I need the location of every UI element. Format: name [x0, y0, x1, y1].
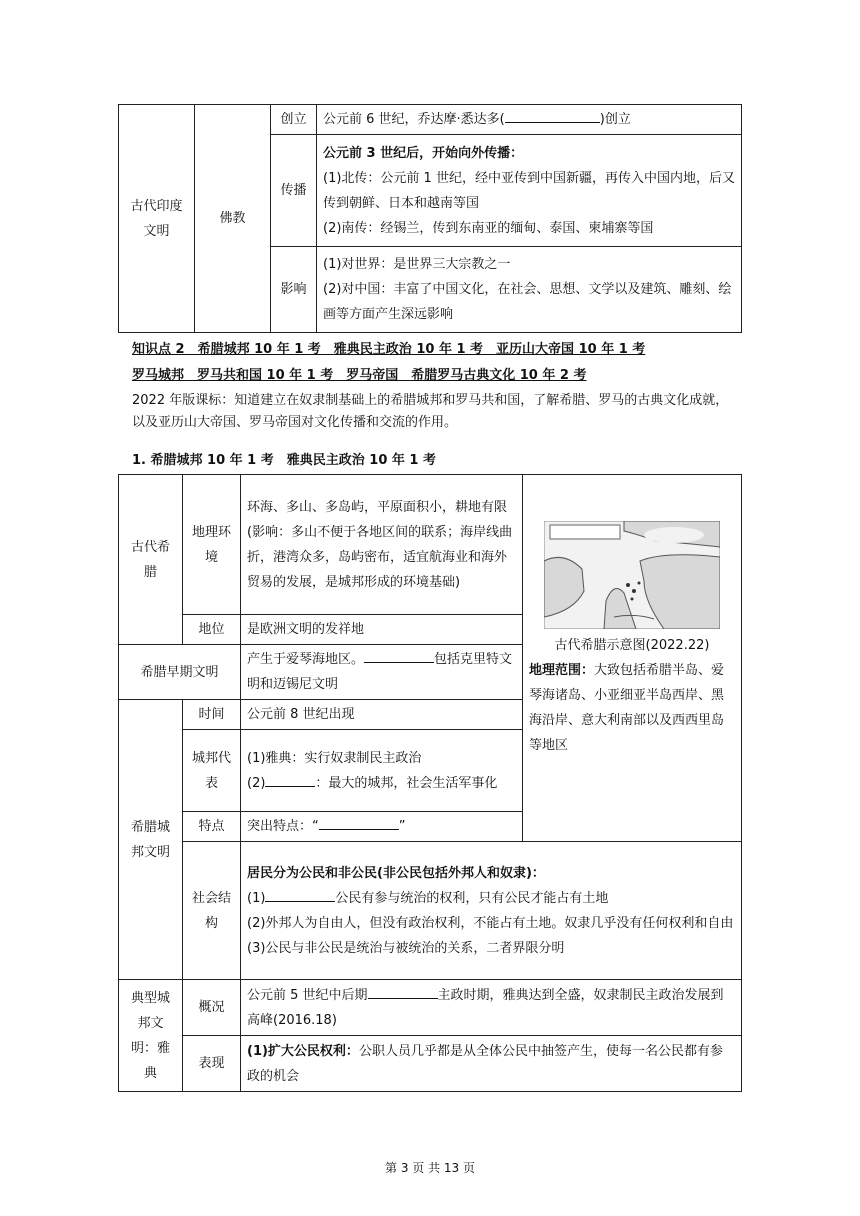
soc-label: 社会结构 — [183, 842, 241, 980]
page-footer: 第 3 页 共 13 页 — [385, 1161, 475, 1175]
typical-label: 典型城邦文明：雅典 — [119, 980, 183, 1092]
rep-label: 城邦代表 — [183, 730, 241, 812]
ancient-greece-cell: 古代希腊 — [119, 475, 183, 645]
fill-blank[interactable] — [364, 662, 434, 663]
spread-south: (2)南传：经锡兰，传到东南亚的缅甸、泰国、柬埔寨等国 — [323, 220, 654, 236]
time-text: 公元前 8 世纪出现 — [241, 700, 523, 730]
soc-heading: 居民分为公民和非公民(非公民包括外邦人和奴隶)： — [247, 865, 545, 881]
region-cell: 古代印度文明 — [119, 105, 195, 333]
ancient-greece-map-icon — [544, 521, 720, 629]
status-text: 是欧洲文明的发祥地 — [241, 615, 523, 645]
map-cell — [523, 475, 742, 842]
rep-text — [241, 730, 523, 812]
early-label: 希腊早期文明 — [119, 645, 241, 700]
perf-label: 表现 — [183, 1036, 241, 1092]
row-label: 创立 — [271, 105, 317, 135]
soc-foreigners: (2)外邦人为自由人，但没有政治权利，不能占有土地。奴隶几乎没有任何权利和自由 — [247, 915, 734, 931]
row-label: 影响 — [271, 247, 317, 333]
fill-blank[interactable] — [319, 829, 399, 830]
geo-text: 环海、多山、多岛屿，平原面积小，耕地有限(影响：多山不便于各地区间的联系；海岸线曲折，港湾众多，岛屿密布，适宜航海业和海外贸易的发展，是城邦形成的环境基础) — [241, 475, 523, 615]
row-text — [317, 247, 742, 333]
feat-text: 突出特点：“ ” — [241, 812, 523, 842]
impact-world: (1)对世界：是世界三大宗教之一 — [323, 257, 511, 272]
map-caption: 古代希腊示意图(2022.22) — [554, 638, 710, 653]
soc-text — [241, 842, 742, 980]
row-text — [317, 135, 742, 247]
feat-label: 特点 — [183, 812, 241, 842]
religion-cell: 佛教 — [195, 105, 271, 333]
impact-china: (2)对中国：丰富了中国文化，在社会、思想、文学以及建筑、雕刻、绘画等方面产生深远影响 — [323, 282, 732, 322]
geo-scope: 地理范围：大致包括希腊半岛、爱琴海诸岛、小亚细亚半岛西岸、黑海沿岸、意大利南部以及西西里岛等地区 — [529, 663, 725, 753]
fill-blank[interactable] — [265, 901, 335, 902]
row-label: 传播 — [271, 135, 317, 247]
greece-table — [118, 474, 742, 1092]
fill-blank[interactable] — [505, 122, 600, 123]
spread-north: (1)北传：公元前 1 世纪，经中亚传到中国新疆，再传入中国内地，后又传到朝鲜、日本和越南等国 — [323, 170, 735, 211]
soc-citizens: (1) 公民有参与统治的权利，只有公民才能占有土地 — [247, 890, 609, 906]
knowledge-point-line1: 知识点 2 希腊城邦 10 年 1 考 雅典民主政治 10 年 1 考 亚历山大帝国 10 年 1 考 — [132, 342, 646, 357]
overview-text: 公元前 5 世纪中后期 主政时期，雅典达到全盛，奴隶制民主政治发展到高峰(2016.18) — [241, 980, 742, 1036]
rep-athens: (1)雅典：实行奴隶制民主政治 — [247, 750, 422, 766]
knowledge-point-line2: 罗马城邦 罗马共和国 10 年 1 考 罗马帝国 希腊罗马古典文化 10 年 2 考 — [132, 368, 587, 383]
overview-label: 概况 — [183, 980, 241, 1036]
status-label: 地位 — [183, 615, 241, 645]
rep-second: (2) ：最大的城邦，社会生活军事化 — [247, 775, 498, 791]
perf-text: (1)扩大公民权利：公职人员几乎都是从全体公民中抽签产生，使每一名公民都有参政的机会 — [241, 1036, 742, 1092]
soc-relation: (3)公民与非公民是统治与被统治的关系，二者界限分明 — [247, 940, 565, 956]
curriculum-standard: 2022 年版课标：知道建立在奴隶制基础上的希腊城邦和罗马共和国，了解希腊、罗马的古典文化成就，以及亚历山大帝国、罗马帝国对文化传播和交流的作用。 — [132, 393, 729, 430]
section-heading: 1. 希腊城邦 10 年 1 考 雅典民主政治 10 年 1 考 — [132, 453, 436, 468]
row-text: 公元前 6 世纪，乔达摩·悉达多( )创立 — [317, 105, 742, 135]
geo-label: 地理环境 — [183, 475, 241, 615]
early-text: 产生于爱琴海地区。 包括克里特文明和迈锡尼文明 — [241, 645, 523, 700]
buddhism-table — [118, 104, 742, 333]
fill-blank[interactable] — [368, 998, 438, 999]
time-label: 时间 — [183, 700, 241, 730]
city-label: 希腊城邦文明 — [119, 700, 183, 980]
spread-heading: 公元前 3 世纪后，开始向外传播： — [323, 145, 524, 161]
fill-blank[interactable] — [265, 786, 315, 787]
